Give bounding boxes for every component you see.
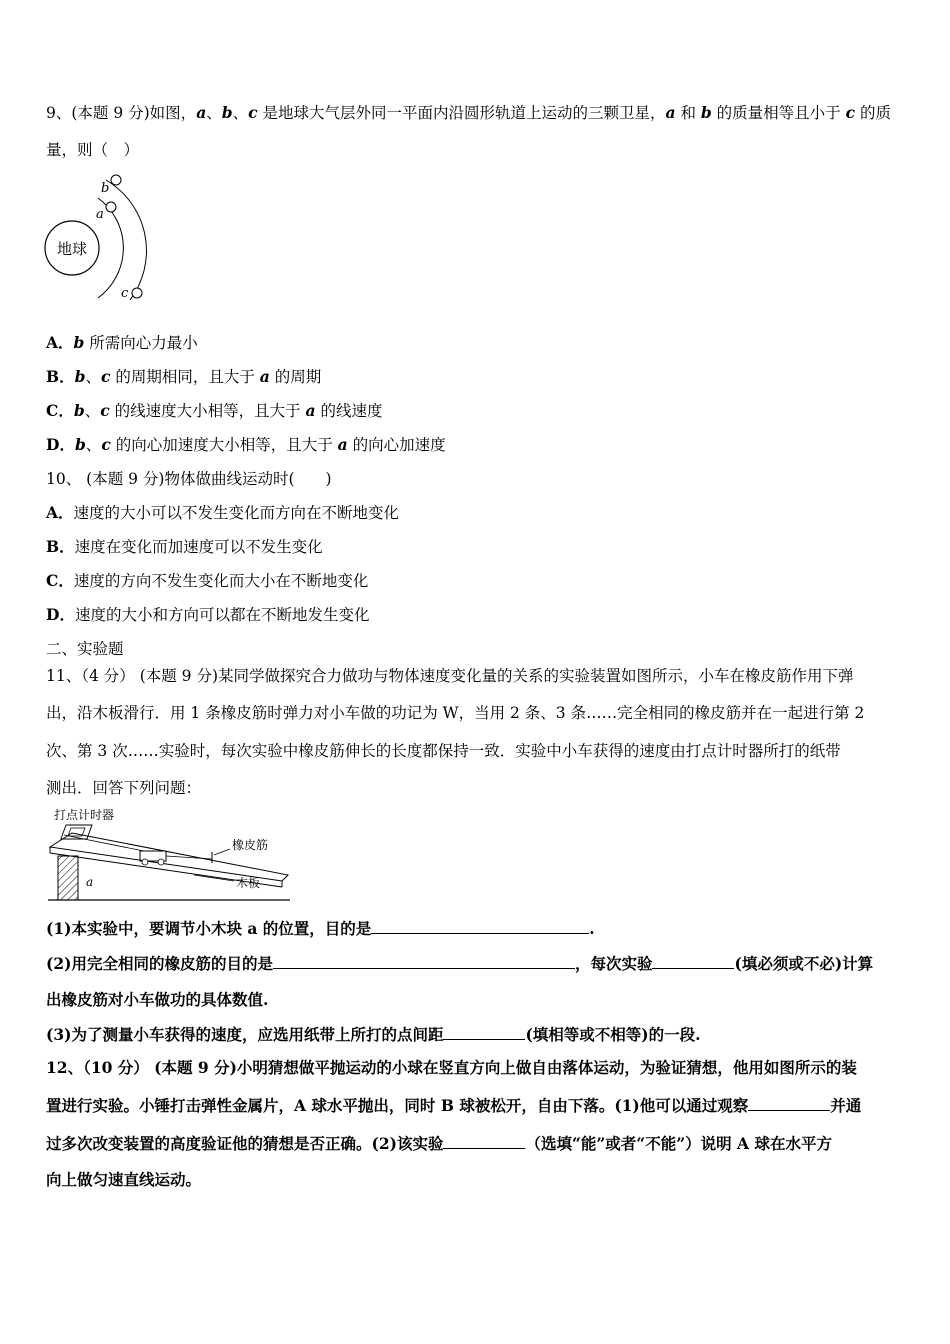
satellite-a <box>106 202 116 212</box>
apparatus-figure <box>44 803 294 905</box>
q10-option-b: B．速度在变化而加速度可以不发生变化 <box>46 537 323 556</box>
answer-blank-5[interactable] <box>748 1095 830 1111</box>
q10-option-d: D．速度的大小和方向可以都在不断地发生变化 <box>46 605 370 624</box>
answer-blank-3[interactable] <box>652 953 734 969</box>
q9-option-c: C．b、c 的线速度大小相等，且大于 a 的线速度 <box>46 401 383 420</box>
satellite-b <box>111 175 121 185</box>
earth-label: 地球 <box>56 240 88 258</box>
rubber-pointer <box>214 849 230 855</box>
q10-option-c: C．速度的方向不发生变化而大小在不断地变化 <box>46 571 369 590</box>
q11-stem-line1: 11、（4 分） (本题 9 分)某同学做探究合力做功与物体速度变化量的关系的实验装置如图所示，小车在橡皮筋作用下弹 <box>46 667 854 685</box>
q12-stem-line4: 向上做匀速直线运动。 <box>46 1170 202 1189</box>
q11-stem-line2: 出，沿木板滑行．用 1 条橡皮筋时弹力对小车做的功记为 W，当用 2 条、3 条……完全相同的橡皮筋并在一起进行第 2 <box>46 704 865 722</box>
label-b: b <box>101 181 110 196</box>
timer-label: 打点计时器 <box>54 808 115 822</box>
answer-blank-4[interactable] <box>443 1024 525 1040</box>
q11-stem-line4: 测出．回答下列问题： <box>46 779 202 797</box>
rubber-band <box>166 856 212 859</box>
q11-sub3: (3)为了测量小车获得的速度，应选用纸带上所打的点间距 (填相等或不相等)的一段. <box>46 1025 701 1044</box>
q10-stem: 10、 (本题 9 分)物体做曲线运动时( ) <box>46 470 332 488</box>
q11-sub2: (2)用完全相同的橡皮筋的目的是 ，每次实验 (填必须或不必)计算 <box>46 954 874 973</box>
q11-sub1: (1)本实验中，要调节小木块 a 的位置，目的是 . <box>46 919 595 938</box>
q9-option-a: A．b 所需向心力最小 <box>46 333 198 352</box>
q9-option-d: D．b、c 的向心加速度大小相等，且大于 a 的向心加速度 <box>46 435 446 454</box>
q9-stem-line2: 量，则（ ） <box>46 141 140 159</box>
cart-wheel-1 <box>142 859 148 865</box>
q10-option-a: A．速度的大小可以不发生变化而方向在不断地变化 <box>46 503 400 522</box>
q9-option-b: B．b、c 的周期相同，且大于 a 的周期 <box>46 367 322 386</box>
answer-blank-6[interactable] <box>443 1133 525 1149</box>
q12-stem-line3: 过多次改变装置的高度验证他的猜想是否正确。(2)该实验 （选填“能”或者“不能”）说明 A 球在水平方 <box>46 1134 832 1153</box>
orbit-figure <box>40 170 170 310</box>
section-title: 二、实验题 <box>46 640 124 658</box>
q12-stem-line1: 12、（10 分） (本题 9 分)小明猜想做平抛运动的小球在竖直方向上做自由落体运动，为验证猜想，他用如图所示的装 <box>46 1058 857 1077</box>
q11-stem-line3: 次、第 3 次……实验时，每次实验中橡皮筋伸长的长度都保持一致．实验中小车获得的速度由打点计时器所打的纸带 <box>46 742 841 760</box>
board-pointer <box>194 875 234 881</box>
answer-blank-1[interactable] <box>371 918 589 934</box>
rubber-label: 橡皮筋 <box>232 838 269 852</box>
orbit-outer <box>106 180 146 300</box>
paper-tape <box>64 835 144 851</box>
cart-wheel-2 <box>158 859 164 865</box>
board-label: 木板 <box>236 876 261 890</box>
label-c: c <box>121 286 129 301</box>
block-label: a <box>86 875 94 889</box>
q11-sub2-line2: 出橡皮筋对小车做功的具体数值. <box>46 990 269 1009</box>
wood-block <box>58 856 78 900</box>
q9-stem-line1: 9、(本题 9 分)如图，a、b、c 是地球大气层外同一平面内沿圆形轨道上运动的三颗卫星，a 和 b 的质量相等且小于 c 的质 <box>46 103 891 122</box>
answer-blank-2[interactable] <box>273 953 575 969</box>
timer-inner <box>68 828 85 836</box>
satellite-c <box>132 288 142 298</box>
q12-stem-line2: 置进行实验。小锤打击弹性金属片，A 球水平抛出，同时 B 球被松开，自由下落。(1)他可以通过观察 并通 <box>46 1096 862 1115</box>
label-a: a <box>96 207 104 222</box>
